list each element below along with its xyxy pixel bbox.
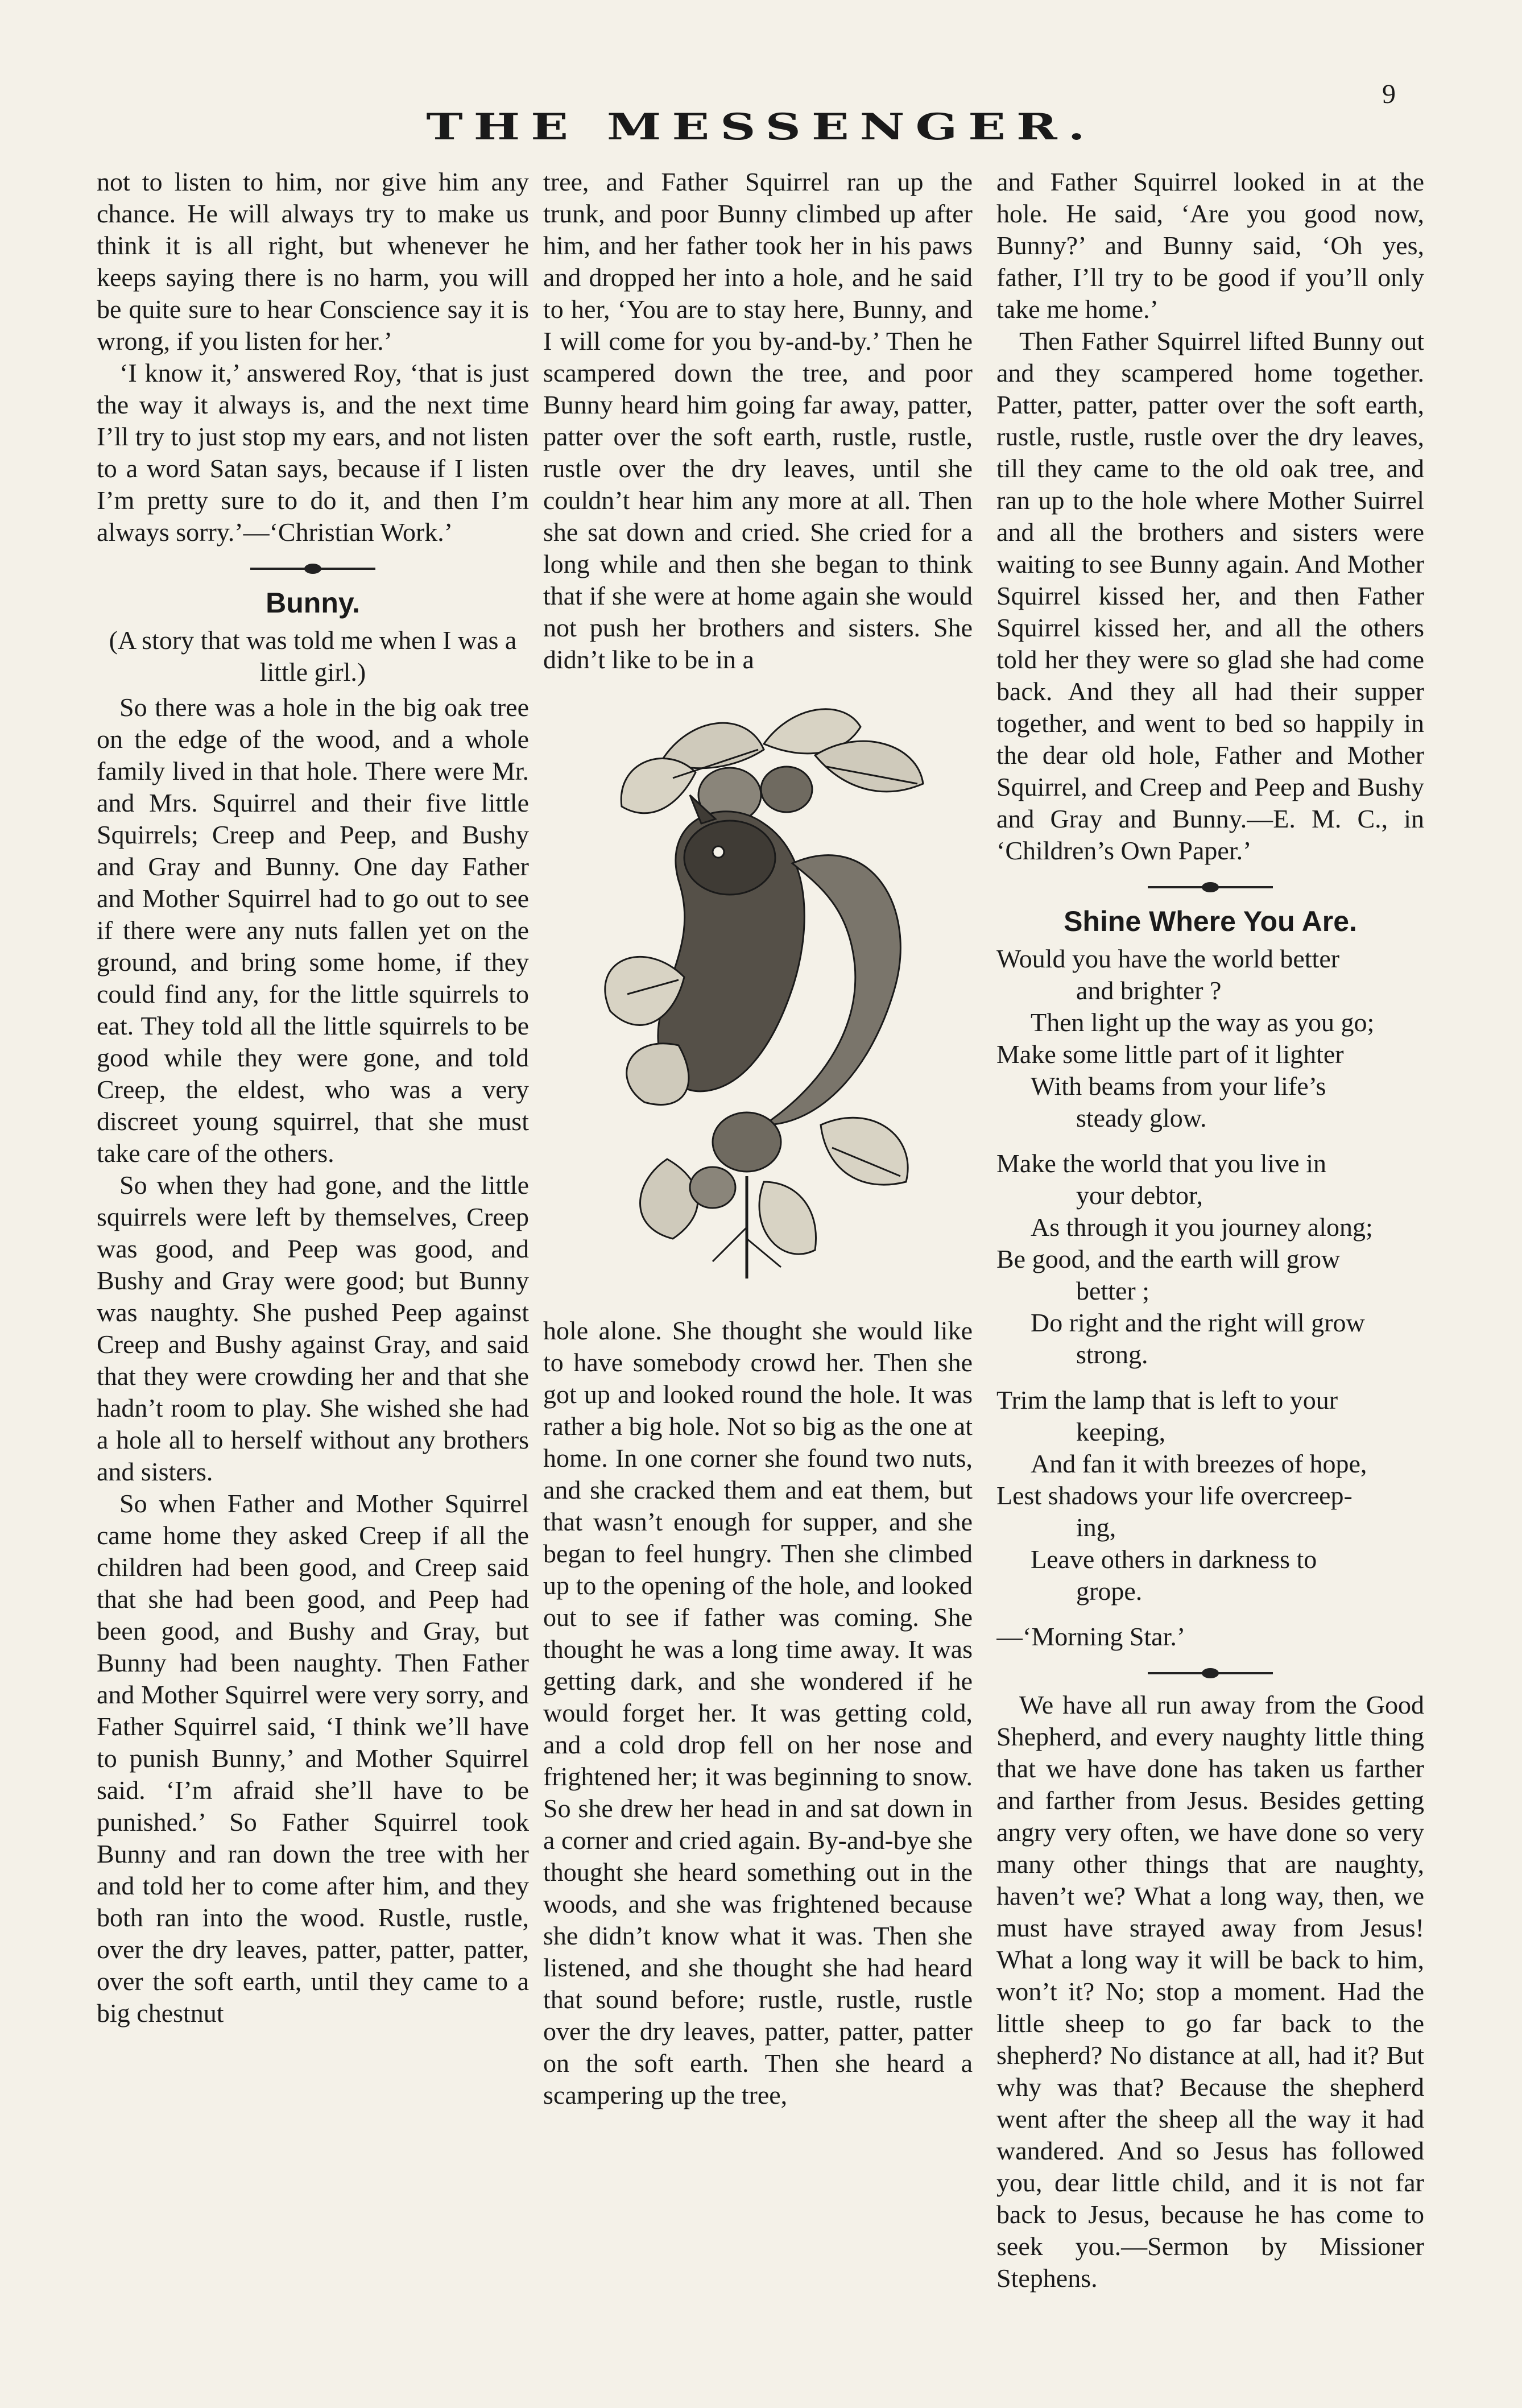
poem-line: steady glow. [1076, 1103, 1207, 1132]
poem-line: Be good, and the earth will grow [996, 1244, 1341, 1273]
column-1 [97, 166, 529, 2384]
paragraph: So there was a hole in the big oak tree on the edge of the wood, and a whole family lived in that hole. There were Mr. and Mrs. Squirrel and their five little Squirrels; Creep and Peep, and Bushy and Gray and Bunny. One day Father and Mother Squirrel had to go out to see if there were any nuts fallen yet on the ground, and bring some home, if they could find any, for the little squirrels to eat. They told all the little squirrels to be good while they were gone, and told Creep, the eldest, who was a very discreet young squirrel, that she must take care of the others. [97, 693, 529, 1168]
poem-line: and brighter ? [1076, 976, 1222, 1005]
poem-line: grope. [1076, 1577, 1143, 1606]
paragraph: ‘I know it,’ answered Roy, ‘that is just the way it always is, and the next time I’ll try to just stop my ears, and not listen to a word Satan says, because if I listen I’m pretty sure to do it, and then I’m always sorry.’—‘Christian Work.’ [97, 358, 529, 547]
story-title: Bunny. [266, 587, 360, 619]
poem-title: Shine Where You Are. [1064, 905, 1357, 937]
section-divider [250, 568, 375, 570]
paragraph: hole alone. She thought she would like to have somebody crowd her. Then she got up and looked round the hole. It was rather a big hole. Not so big as the one at home. In one corner she found two nuts, and she cracked them and eat them, but that wasn’t enough for supper, and she began to feel hungry. Then she climbed up to the opening of the hole, and looked out to see if father was coming. She thought he was a long time away. It was getting dark, and she wondered if he would forget her. It was getting cold, and a cold drop fell on her nose and frightened her; it was beginning to snow. So she drew her head in and sat down in a corner and cried again. By-and-bye she thought she heard something out in the woods, and she was frightened because she didn’t know what it was. Then she listened, and she thought she had heard that sound before; rustle, rustle, rustle over the dry leaves, patter, patter, patter on the soft earth. Then she heard a scampering up the tree, [543, 1316, 973, 2109]
paragraph: We have all run away from the Good Shepherd, and every naughty little thing that we have done has taken us farther and farther from Jesus. Besides getting angry very often, we have done so very many other things that are naughty, haven’t we? What a long way, then, we must have strayed away from Jesus! What a long way it will be back to him, won’t it? No; stop a moment. Had the little sheep to go far back to the shepherd? No distance at all, had it? But why was that? Because the shepherd went after the sheep all the way it had wandered. And so Jesus has followed you, dear little child, and it is not far back to Jesus, because he has come to seek you.—Sermon by Missioner Stephens. [996, 1690, 1424, 2293]
paragraph: and Father Squirrel looked in at the hole. He said, ‘Are you good now, Bunny?’ and Bunny said, ‘Oh yes, father, I’ll try to be good if you’ll only take me home.’ [996, 167, 1424, 324]
poem-line: better ; [1076, 1276, 1149, 1305]
paragraph: So when Father and Mother Squirrel came home they asked Creep if all the children had been good, and Creep said that she had been good, and Peep had been good, and Bushy and Gray, but Bunny had been naughty. Then Father and Mother Squirrel were very sorry, and Father Squirrel said, ‘I think we’ll have to punish Bunny,’ and Mother Squirrel said. ‘I’m afraid she’ll have to be punished.’ So Father Squirrel took Bunny and ran down the tree with her and told her to come after him, and they both ran into the wood. Rustle, rustle, over the dry leaves, patter, patter, patter, over the soft earth, until they came to a big chestnut [97, 1489, 529, 2028]
page-number: 9 [1382, 79, 1396, 109]
section-divider [1148, 886, 1273, 888]
poem-line: Trim the lamp that is left to your [996, 1385, 1338, 1414]
section-divider [1148, 1672, 1273, 1674]
column-3 [996, 166, 1424, 2384]
paragraph: not to listen to him, nor give him any chance. He will always try to make us think it is all right, but whenever he keeps saying there is no harm, you will be quite sure to hear Conscience say it is wrong, if you listen for her.’ [97, 167, 529, 355]
poem-line: Then light up the way as you go; [1031, 1008, 1375, 1037]
poem-credit: —‘Morning Star.’ [996, 1622, 1186, 1651]
paragraph: tree, and Father Squirrel ran up the trunk, and poor Bunny climbed up after him, and her father took her in his paws and dropped her into a hole, and he said to her, ‘You are to stay here, Bunny, and I will come for you by-and-by.’ Then he scampered down the tree, and poor Bunny heard him going far away, patter, patter over the soft earth, rustle, rustle, rustle over the dry leaves, until she couldn’t hear him any more at all. Then she sat down and cried. She cried for a long while and then she began to think that if she were at home again she would not push her brothers and sisters. She didn’t like to be in a [543, 167, 973, 674]
poem-line: ing, [1076, 1513, 1116, 1542]
poem-line: And fan it with breezes of hope, [1031, 1449, 1367, 1478]
poem-line: With beams from your life’s [1031, 1071, 1326, 1100]
poem-stanza [996, 1148, 1424, 1371]
poem-line: Make some little part of it lighter [996, 1040, 1344, 1069]
poem-line: keeping, [1076, 1417, 1166, 1446]
story-subtitle: (A story that was told me when I was a little girl.) [109, 626, 517, 686]
masthead-title: THE MESSENGER. [426, 106, 1096, 148]
poem-stanza [996, 943, 1424, 1134]
poem-stanza [996, 1384, 1424, 1607]
paragraph: Then Father Squirrel lifted Bunny out and they scampered home together. Patter, patter, patter over the soft earth, rustle, rustle, rustle over the dry leaves, till they came to the old oak tree, and ran up to the hole where Mother Suirrel and all the brothers and sisters were waiting to see Bunny again. And Mother Squirrel kissed her, and then Father Squirrel kissed her, and all the others told her they were so glad she had come back. And they all had their supper together, and went to bed so happily in the dear old hole, Father and Mother Squirrel, and Creep and Peep and Bushy and Gray and Bunny.—E. M. C., in ‘Children’s Own Paper.’ [996, 326, 1424, 865]
poem-line: Lest shadows your life overcreep- [996, 1481, 1353, 1510]
column-2 [543, 166, 973, 2384]
poem-line: Make the world that you live in [996, 1149, 1326, 1178]
poem-line: Would you have the world better [996, 944, 1340, 973]
poem-line: Leave others in darkness to [1031, 1545, 1317, 1574]
poem-line: As through it you journey along; [1031, 1213, 1373, 1242]
poem-line: Do right and the right will grow [1031, 1308, 1365, 1337]
paragraph: So when they had gone, and the little squirrels were left by themselves, Creep was good, and Peep was good, and Bushy and Gray were good; but Bunny was naughty. She pushed Peep against Creep and Bushy against Gray, and said that they were crowding her and that she hadn’t room to play. She wished she had a hole all to herself without any brothers and sisters. [97, 1170, 529, 1486]
poem-line: strong. [1076, 1340, 1148, 1369]
squirrel-illustration [576, 693, 940, 1296]
poem-line: your debtor, [1076, 1181, 1203, 1210]
